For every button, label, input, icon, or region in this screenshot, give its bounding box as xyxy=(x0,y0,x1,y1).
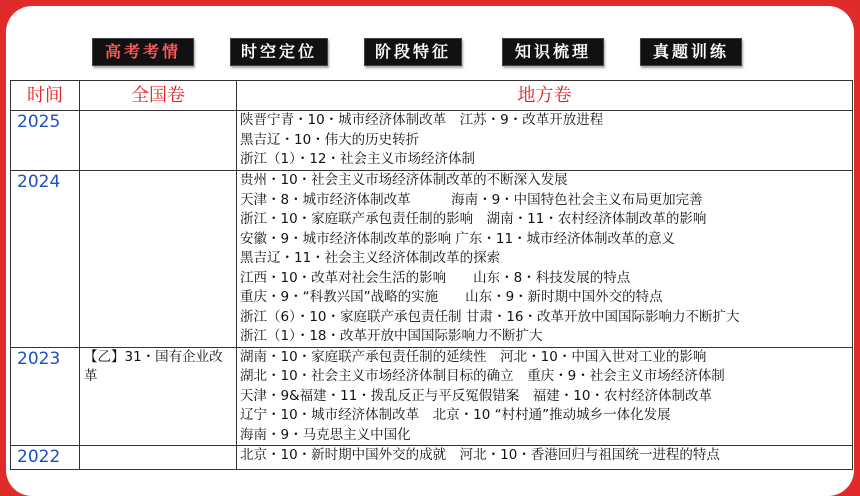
local-item: 陕晋宁青・10・城市经济体制改革 江苏・9・改革开放进程 xyxy=(240,112,604,128)
local-item: 天津・9&福建・11・拨乱反正与平反冤假错案 福建・10・农村经济体制改革 xyxy=(240,387,712,404)
national-cell xyxy=(80,171,237,348)
table-row xyxy=(11,171,853,348)
local-cell xyxy=(237,111,853,171)
tab-exam-practice[interactable]: 真题训练 xyxy=(640,38,742,66)
local-item: 安徽・9・城市经济体制改革的影响 广东・11・城市经济体制改革的意义 xyxy=(240,230,676,247)
table-header-row xyxy=(11,81,853,111)
local-item: 重庆・9・“科教兴国”战略的实施 山东・9・新时期中国外交的特点 xyxy=(240,289,663,305)
year-cell: 2025 xyxy=(11,111,80,171)
local-item: 黑吉辽・11・社会主义经济体制改革的探索 xyxy=(240,250,501,266)
year-cell: 2022 xyxy=(11,446,80,470)
local-item: 海南・9・马克思主义中国化 xyxy=(240,426,411,443)
local-item: 浙江（1）・18・改革开放中国国际影响力不断扩大 xyxy=(240,328,543,344)
national-cell xyxy=(80,446,237,470)
header-time: 时间 xyxy=(11,81,80,111)
local-item: 天津・8・城市经济体制改革 海南・9・中国特色社会主义布局更加完善 xyxy=(240,191,703,208)
local-item: 湖北・10・社会主义市场经济体制目标的确立 重庆・9・社会主义市场经济体制 xyxy=(240,368,725,384)
tab-timeline[interactable]: 时空定位 xyxy=(230,38,328,66)
local-item: 辽宁・10・城市经济体制改革 北京・10 “村村通”推动城乡一体化发展 xyxy=(240,407,671,423)
tab-knowledge[interactable]: 知识梳理 xyxy=(502,38,604,66)
local-item: 贵州・10・社会主义市场经济体制改革的不断深入发展 xyxy=(240,172,568,188)
local-cell xyxy=(237,446,853,470)
tab-stage-features[interactable]: 阶段特征 xyxy=(364,38,462,66)
table-row xyxy=(11,347,853,446)
local-item: 北京・10・新时期中国外交的成就 河北・10・香港回归与祖国统一进程的特点 xyxy=(240,447,720,463)
nav-tabs xyxy=(0,38,860,66)
local-item: 黑吉辽・10・伟大的历史转折 xyxy=(240,131,420,148)
table-row xyxy=(11,111,853,171)
local-cell xyxy=(237,347,853,446)
local-item: 湖南・10・家庭联产承包责任制的延续性 河北・10・中国入世对工业的影响 xyxy=(240,348,707,365)
exam-table xyxy=(10,80,853,470)
header-national: 全国卷 xyxy=(80,81,237,111)
year-cell: 2023 xyxy=(11,347,80,446)
local-item: 浙江（6）・10・家庭联产承包责任制 甘肃・16・改革开放中国国际影响力不断扩大 xyxy=(240,308,740,325)
national-cell: 【乙】31・国有企业改革 xyxy=(80,347,237,446)
local-item: 浙江・10・家庭联产承包责任制的影响 湖南・11・农村经济体制改革的影响 xyxy=(240,211,707,227)
national-cell xyxy=(80,111,237,171)
local-item: 江西・10・改革对社会生活的影响 山东・8・科技发展的特点 xyxy=(240,269,631,286)
local-cell xyxy=(237,171,853,348)
year-cell: 2024 xyxy=(11,171,80,348)
header-local: 地方卷 xyxy=(237,81,853,111)
table-row xyxy=(11,446,853,470)
tab-exam-info[interactable]: 高考考情 xyxy=(92,38,194,66)
local-item: 浙江（1）・12・社会主义市场经济体制 xyxy=(240,151,476,167)
